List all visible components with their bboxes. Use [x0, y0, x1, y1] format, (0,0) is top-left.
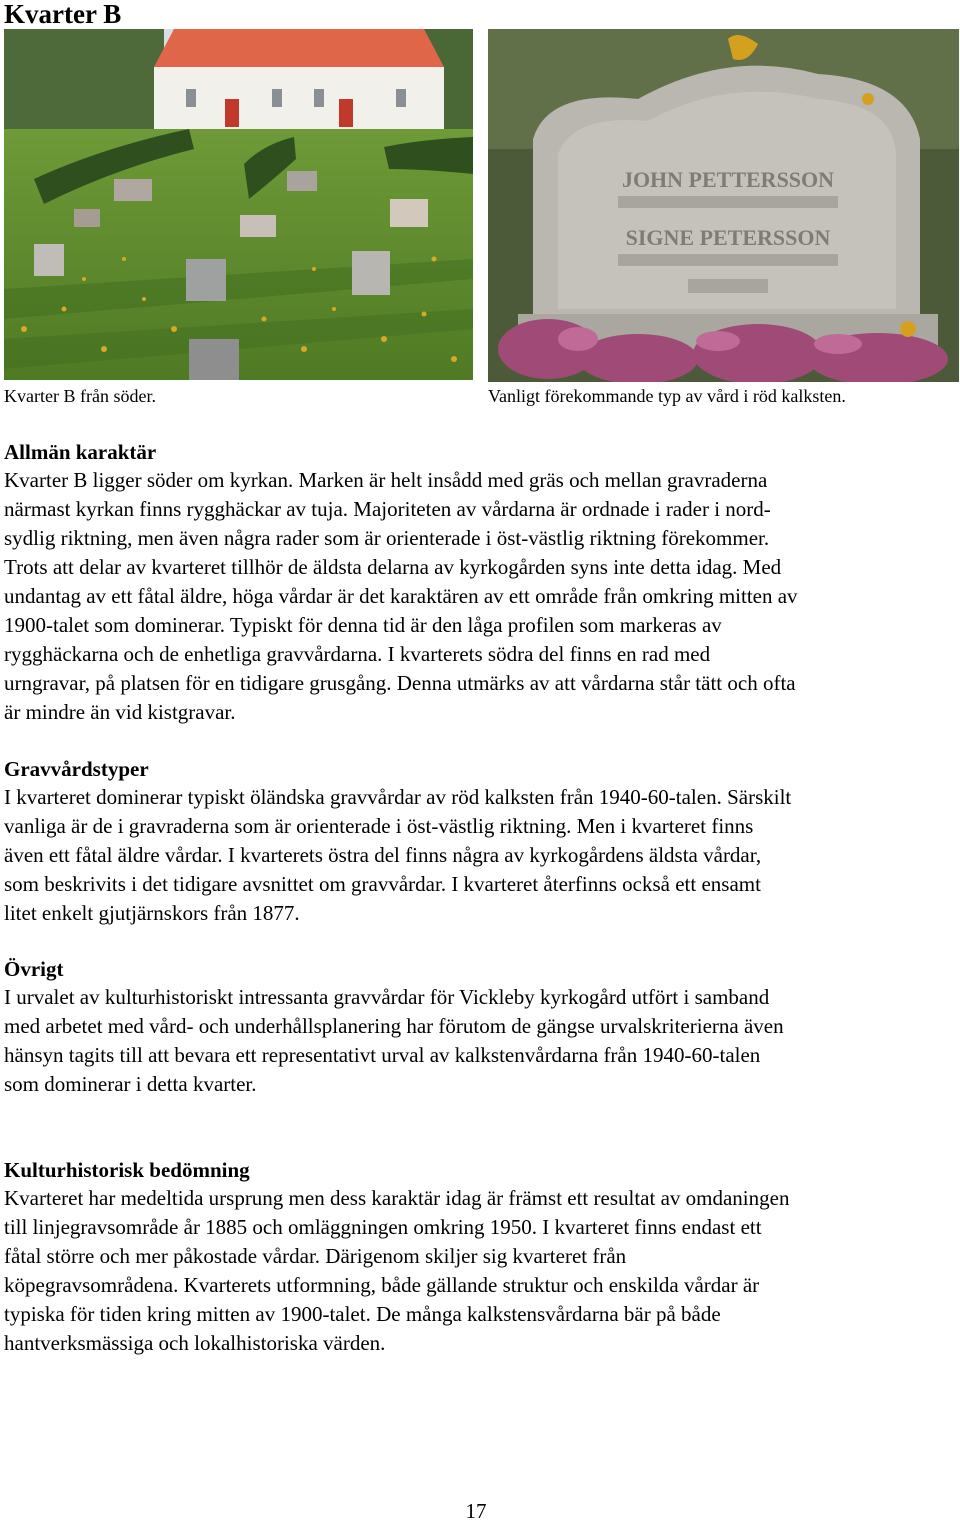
- section-body: [4, 783, 954, 928]
- text-line: Trots att delar av kvarteret tillhör de äldsta delarna av kyrkogården syns inte detta idag. Med: [4, 555, 782, 579]
- section-body: [4, 1184, 954, 1358]
- text-line: vanliga är de i gravraderna som är orienterade i öst-västlig riktning. Men i kvarteret finns: [4, 814, 754, 838]
- text-line: även ett fåtal äldre vårdar. I kvarterets östra del finns några av kyrkogårdens äldsta vårdar,: [4, 843, 762, 867]
- text-line: I urvalet av kulturhistoriskt intressanta gravvårdar för Vickleby kyrkogård utfört i samband: [4, 985, 770, 1009]
- text-line: I kvarteret dominerar typiskt öländska gravvårdar av röd kalksten från 1940-60-talen. Särskilt: [4, 785, 792, 809]
- text-line: som dominerar i detta kvarter.: [4, 1072, 257, 1096]
- church-roof: [154, 29, 444, 67]
- photo-kvarter-b-from-south: [4, 29, 473, 380]
- text-line: närmast kyrkan finns rygghäckar av tuja. Majoriteten av vårdarna är ordnade i rader i nord-: [4, 497, 771, 521]
- section-gravvardstyper: [4, 755, 954, 928]
- text-line: typiska för tiden kring mitten av 1900-talet. De många kalkstensvårdarna bär på både: [4, 1302, 721, 1326]
- page-title: Kvarter B: [4, 0, 122, 29]
- churchyard-photo: [4, 29, 473, 380]
- text-line: hänsyn tagits till att bevara ett representativt urval av kalkstenvårdarna från 1940-60-talen: [4, 1043, 761, 1067]
- text-line: till linjegravsområde år 1885 och omläggningen omkring 1950. I kvarteret finns endast ett: [4, 1215, 762, 1239]
- text-line: fåtal större och mer påkostade vårdar. Därigenom skiljer sig kvarteret från: [4, 1244, 627, 1268]
- photo-limestone-gravestone: [488, 29, 959, 382]
- text-line: sydlig riktning, men även några rader som är orienterade i öst-västlig riktning förekommer.: [4, 526, 770, 550]
- text-line: är mindre än vid kistgravar.: [4, 700, 236, 724]
- gravestone-photo: [488, 29, 959, 382]
- section-kulturhistorisk-bedomning: [4, 1156, 954, 1358]
- section-heading: Övrigt: [4, 957, 64, 981]
- caption-left-photo: Kvarter B från söder.: [4, 386, 156, 406]
- section-ovrigt: [4, 955, 954, 1099]
- text-line: med arbetet med vård- och underhållsplanering har förutom de gängse urvalskriterierna även: [4, 1014, 784, 1038]
- caption-right-photo: Vanligt förekommande typ av vård i röd kalksten.: [488, 386, 846, 406]
- section-allman-karaktar: [4, 438, 954, 727]
- section-heading: Allmän karaktär: [4, 440, 157, 464]
- section-heading: Kulturhistorisk bedömning: [4, 1158, 250, 1182]
- text-line: urngravar, på platsen för en tidigare grusgång. Denna utmärks av att vårdarna står tätt och ofta: [4, 671, 796, 695]
- section-body: [4, 466, 954, 727]
- text-line: som beskrivits i det tidigare avsnittet om gravvårdar. I kvarteret återfinns också ett ensamt: [4, 872, 761, 896]
- text-line: 1900-talet som dominerar. Typiskt för denna tid är den låga profilen som markeras av: [4, 613, 722, 637]
- text-line: undantag av ett fåtal äldre, höga vårdar är det karaktären av ett område från omkring mitten av: [4, 584, 798, 608]
- gravestone-inscription-2: SIGNE PETERSSON: [625, 225, 831, 250]
- text-line: litet enkelt gjutjärnskors från 1877.: [4, 901, 300, 925]
- section-heading: Gravvårdstyper: [4, 757, 149, 781]
- gravestone-inscription-1: JOHN PETTERSSON: [621, 167, 835, 192]
- section-body: [4, 983, 954, 1099]
- text-line: Kvarteret har medeltida ursprung men dess karaktär idag är främst ett resultat av omdaningen: [4, 1186, 790, 1210]
- text-line: rygghäckarna och de enhetliga gravvårdarna. I kvarterets södra del finns en rad med: [4, 642, 711, 666]
- page-number: 17: [465, 1499, 487, 1523]
- text-line: hantverksmässiga och lokalhistoriska värden.: [4, 1331, 386, 1355]
- text-line: Kvarter B ligger söder om kyrkan. Marken är helt insådd med gräs och mellan gravraderna: [4, 468, 768, 492]
- text-line: köpegravsområdena. Kvarterets utformning, både gällande struktur och enskilda vårdar är: [4, 1273, 760, 1297]
